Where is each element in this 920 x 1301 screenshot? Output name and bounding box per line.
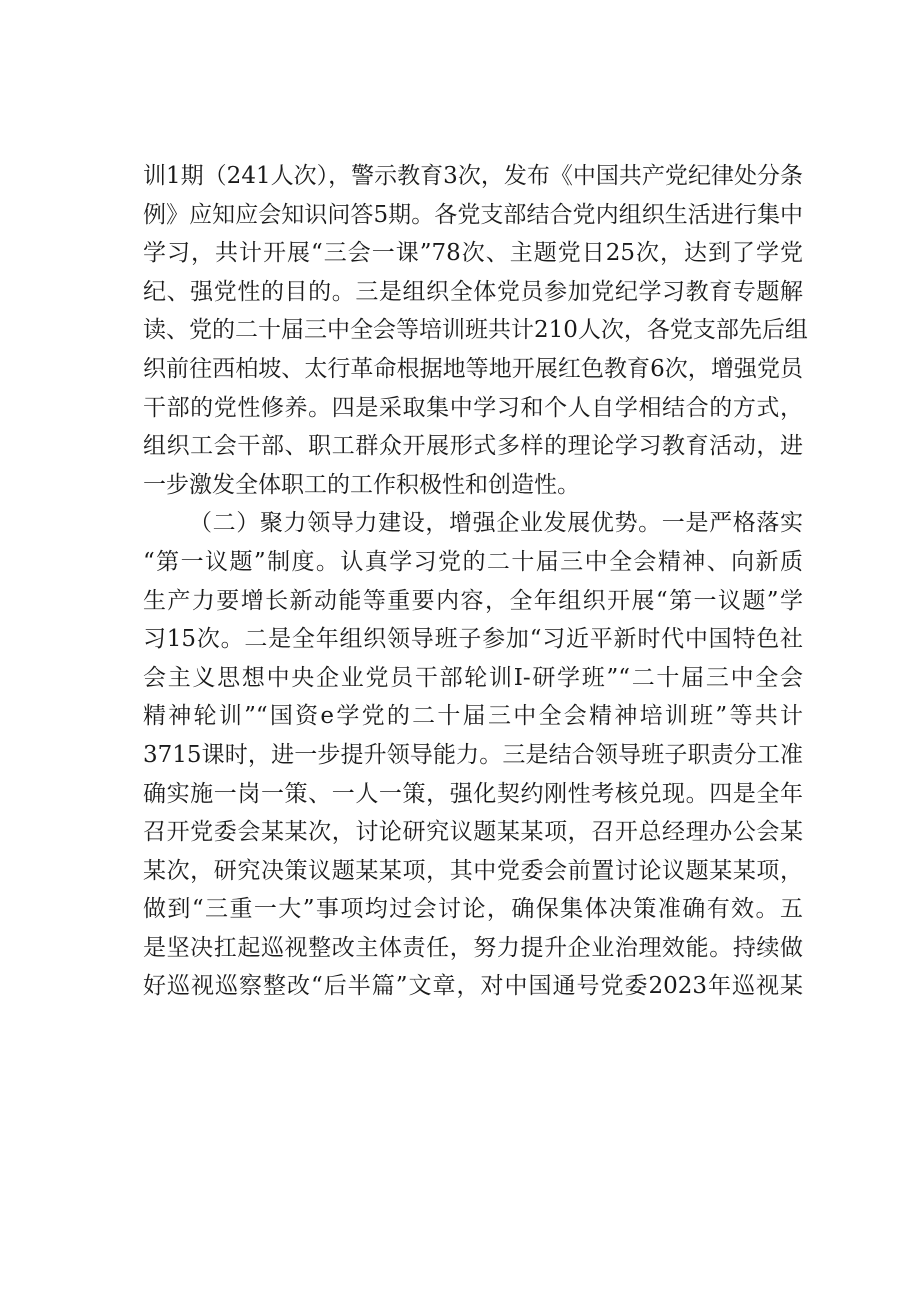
text-line: 学习，共计开展“三会一课”78次、主题党日25次，达到了学党 xyxy=(143,240,803,267)
text-line: 3715课时，进一步提升领导能力。三是结合领导班子职责分工准 xyxy=(143,741,803,768)
text-line: 训1期（241人次），警示教育3次，发布《中国共产党纪律处分条 xyxy=(143,163,803,189)
text-line: “第一议题”制度。认真学习党的二十届三中全会精神、向新质 xyxy=(143,548,803,575)
text-line: 好巡视巡察整改“后半篇”文章，对中国通号党委2023年巡视某 xyxy=(143,973,803,1000)
body-text xyxy=(143,157,808,1006)
text-line: 例》应知应会知识问答5期。各党支部结合党内组织生活进行集中 xyxy=(143,201,803,228)
text-line: 织前往西柏坡、太行革命根据地等地开展红色教育6次，增强党员 xyxy=(143,355,803,382)
text-line: 某次，研究决策议题某某项，其中党委会前置讨论议题某某项， xyxy=(143,857,803,884)
text-line: （二）聚力领导力建设，增强企业发展优势。一是严格落实 xyxy=(189,510,803,537)
text-line: 组织工会干部、职工群众开展形式多样的理论学习教育活动，进 xyxy=(143,433,803,460)
text-line: 会主义思想中央企业党员干部轮训I-研学班”“二十届三中全会 xyxy=(143,664,803,691)
text-line: 一步激发全体职工的工作积极性和创造性。 xyxy=(143,471,580,498)
text-line: 干部的党性修养。四是采取集中学习和个人自学相结合的方式， xyxy=(143,394,803,421)
text-line: 生产力要增长新动能等重要内容，全年组织开展“第一议题”学 xyxy=(143,587,803,614)
text-line: 是坚决扛起巡视整改主体责任，努力提升企业治理效能。持续做 xyxy=(143,934,803,961)
text-line: 确实施一岗一策、一人一策，强化契约刚性考核兑现。四是全年 xyxy=(143,780,803,807)
text-line: 纪、强党性的目的。三是组织全体党员参加党纪学习教育专题解 xyxy=(143,278,803,305)
text-line: 读、党的二十届三中全会等培训班共计210人次，各党支部先后组 xyxy=(143,317,808,344)
text-line: 做到“三重一大”事项均过会讨论，确保集体决策准确有效。五 xyxy=(143,896,803,923)
text-line: 习15次。二是全年组织领导班子参加“习近平新时代中国特色社 xyxy=(143,626,803,653)
text-line: 召开党委会某某次，讨论研究议题某某项，召开总经理办公会某 xyxy=(143,819,803,846)
text-line: 精神轮训”“国资e学党的二十届三中全会精神培训班”等共计 xyxy=(143,703,803,730)
